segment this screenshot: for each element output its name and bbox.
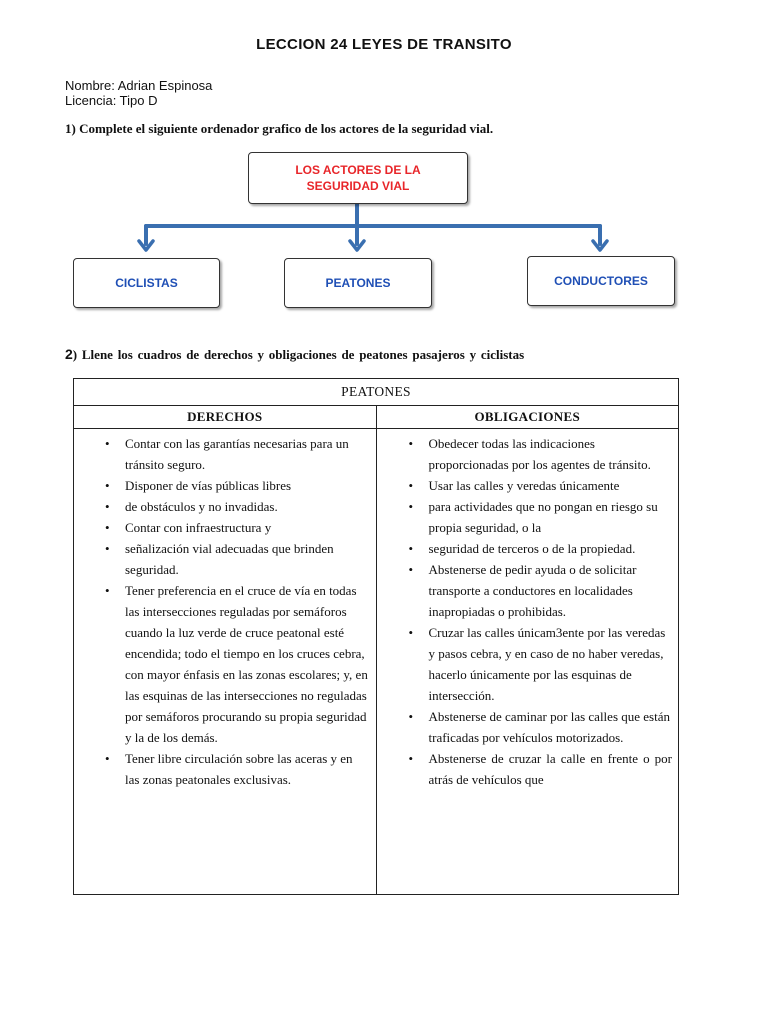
diagram-child-label: CONDUCTORES xyxy=(554,274,648,288)
list-item: • Obedecer todas las indicaciones proporcionadas por los agentes de tránsito. xyxy=(429,433,673,475)
list-item: • Contar con las garantías necesarias para un tránsito seguro. xyxy=(125,433,370,475)
obligaciones-cell xyxy=(376,429,679,895)
diagram-box-peatones xyxy=(284,258,432,308)
obligaciones-list xyxy=(385,433,673,790)
question-2-text: Llene los cuadros de derechos y obligaciones de peatones pasajeros y ciclistas xyxy=(81,347,525,362)
column-header-derechos: DERECHOS xyxy=(74,406,377,429)
question-2-paren: ) xyxy=(72,347,78,362)
question-2-number: 2 xyxy=(65,346,73,362)
derechos-cell xyxy=(74,429,377,895)
list-item: • Tener preferencia en el cruce de vía en todas las intersecciones reguladas por semáforos cuando la luz verde de cruce peatonal esté encendida; todo el tiempo en los cruces cebra, con mayor énfasis en las zonas escolares; y, en las esquinas de las intersecciones no reguladas por semáforos procurando su propia seguridad y la de los demás. xyxy=(125,580,370,748)
diagram-box-ciclistas xyxy=(73,258,220,308)
list-item: • Disponer de vías públicas libres xyxy=(125,475,370,496)
list-item: • señalización vial adecuadas que brinden seguridad. xyxy=(125,538,370,580)
peatones-table xyxy=(73,378,679,895)
list-item: • Usar las calles y veredas únicamente xyxy=(429,475,673,496)
student-name: Nombre: Adrian Espinosa xyxy=(65,78,213,93)
list-item: • seguridad de terceros o de la propiedad. xyxy=(429,538,673,559)
question-2 xyxy=(65,346,524,363)
list-item: • Abstenerse de pedir ayuda o de solicitar transporte a conductores en localidades inapropiadas o prohibidas. xyxy=(429,559,673,622)
diagram-root-label: LOS ACTORES DE LA SEGURIDAD VIAL xyxy=(295,163,421,193)
table-title: PEATONES xyxy=(74,379,679,406)
diagram-child-label: PEATONES xyxy=(325,276,391,290)
question-1: 1) Complete el siguiente ordenador grafico de los actores de la seguridad vial. xyxy=(65,121,494,136)
license-type: Licencia: Tipo D xyxy=(65,93,158,108)
diagram-root-box xyxy=(248,152,468,204)
list-item: • Abstenerse de cruzar la calle en frente o por atrás de vehículos que xyxy=(429,748,673,790)
list-item: • de obstáculos y no invadidas. xyxy=(125,496,370,517)
document-title: LECCION 24 LEYES DE TRANSITO xyxy=(256,36,512,53)
list-item: • para actividades que no pongan en riesgo su propia seguridad, o la xyxy=(429,496,673,538)
derechos-list xyxy=(82,433,370,790)
column-header-obligaciones: OBLIGACIONES xyxy=(376,406,679,429)
list-item: • Abstenerse de caminar por las calles que están traficadas por vehículos motorizados. xyxy=(429,706,673,748)
list-item: • Cruzar las calles únicam3ente por las veredas y pasos cebra, y en caso de no haber veredas, hacerlo únicamente por las esquinas de intersección. xyxy=(429,622,673,706)
list-item: • Contar con infraestructura y xyxy=(125,517,370,538)
diagram-box-conductores xyxy=(527,256,675,306)
diagram-child-label: CICLISTAS xyxy=(115,276,178,290)
list-item: • Tener libre circulación sobre las aceras y en las zonas peatonales exclusivas. xyxy=(125,748,370,790)
